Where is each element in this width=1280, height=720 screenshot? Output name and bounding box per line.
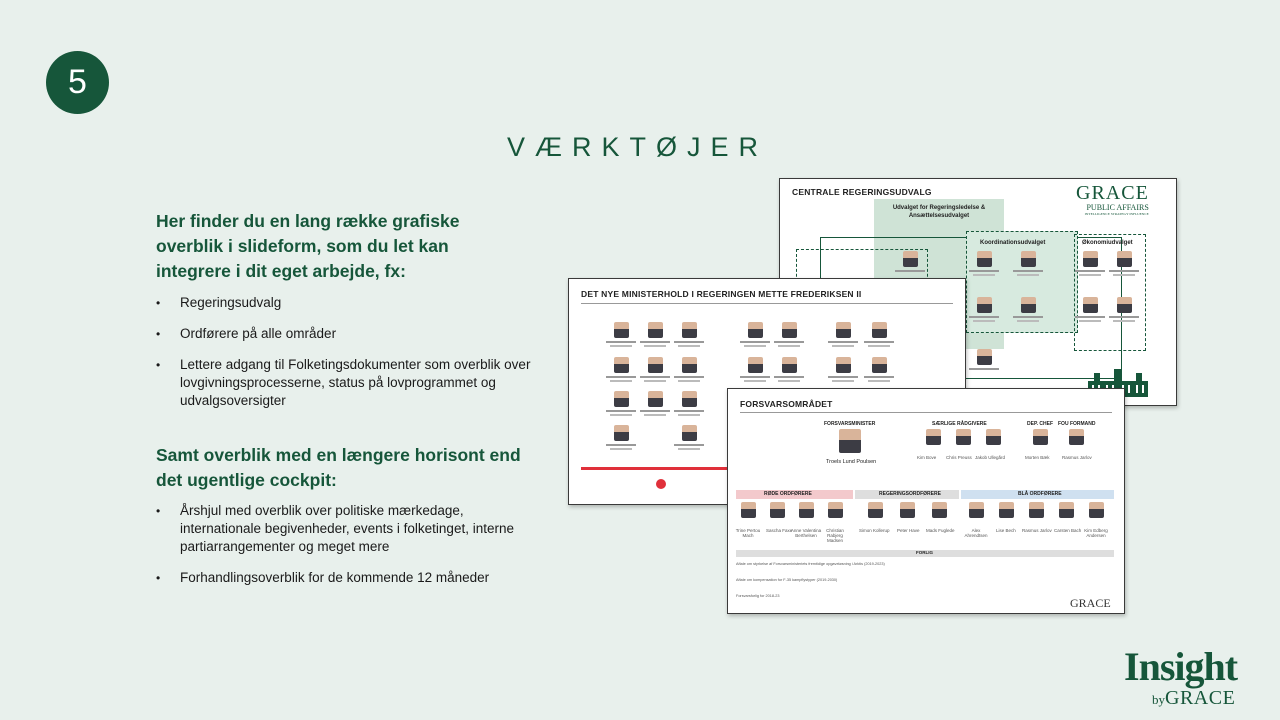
dep-chef-label: DEP. CHEF [1027, 421, 1054, 427]
group-oko-label: Økonomiudvalget [1082, 240, 1133, 246]
person-card [1006, 297, 1050, 322]
person-card [767, 357, 811, 382]
forlig-row: Forsvarsforlig for 2018-23 [736, 594, 780, 598]
dep-chef-name: Morten Bæk [1025, 455, 1050, 460]
grace-logo: GRACE [1070, 596, 1111, 610]
spokesperson-name: Alex Ahrendtsen [964, 528, 988, 538]
minister-name: Troels Lund Poulsen [826, 459, 877, 465]
slide-title: CENTRALE REGERINGSUDVALG [792, 187, 932, 197]
brand-insight: Insight [1124, 644, 1238, 689]
spokesperson-name: Anne Valentina Berthelsen [790, 528, 822, 538]
group-top-label: Udvalget for Regeringsledelse & Ansættelsesudvalget [892, 205, 986, 219]
adviser-photo [971, 429, 1015, 445]
intro-heading: Her finder du en lang række grafiske overblik i slideform, som du let kan integrere i dit eget arbejde, fx: [156, 211, 460, 281]
fou-name: Rasmus Jarlov [1062, 455, 1092, 460]
horizon-list [156, 502, 516, 600]
horizon-heading: Samt overblik med en længere horisont end det ugentlige cockpit: [156, 445, 521, 490]
spokesperson-name: Sascha Faxe [766, 528, 793, 533]
spokesperson-name: Trine Pertou Mach [735, 528, 761, 538]
advisers-label: SÆRLIGE RÅDGIVERE [932, 421, 987, 427]
adviser-name: Jakob Ullegård [975, 455, 1006, 460]
slide-title: DET NYE MINISTERHOLD I REGERINGEN METTE FREDERIKSEN II [581, 289, 862, 299]
slide-title: FORSVARSOMRÅDET [740, 399, 833, 409]
minister-label: FORSVARSMINISTER [824, 421, 876, 427]
spokesperson-name: Lise Bech [996, 528, 1016, 533]
person-card [599, 425, 643, 450]
title-underline [581, 303, 953, 304]
person-card [1006, 251, 1050, 276]
adviser-name: Chris Preuss [946, 455, 972, 460]
fou-label: FOU FORMAND [1058, 421, 1096, 427]
person-card [767, 322, 811, 347]
grace-logo: GRACE PUBLIC AFFAIRS INTELLIGENCE STRATEGY INFLUENCE [1076, 182, 1149, 216]
person-card [1102, 297, 1146, 322]
page-title: VÆRKTØJER [506, 132, 769, 162]
list-item: • Årshjul med overblik over politiske mærkedage, internationale begivenheder, events i folketinget, interne partiarrangementer og meget mere [156, 502, 516, 556]
section-number-badge: 5 [46, 51, 109, 114]
group-koord-label: Koordinationsudvalget [980, 240, 1046, 246]
minister-photo [828, 429, 872, 453]
spokesperson-name: Mads Fuglede [926, 528, 955, 533]
gov-band-label: REGERINGSORDFØRERE [879, 491, 941, 497]
spokesperson-name: Simon Kollerup [859, 528, 890, 533]
slide-thumbnail-forsvarsomraadet [727, 388, 1125, 614]
spokesperson-name: Rasmus Jarlov [1022, 528, 1052, 533]
list-item: • Lettere adgang til Folketingsdokumenter som overblik over lovgivningsprocesserne, status på lovprogrammet og udvalgsoversigter [156, 356, 536, 410]
red-dot-icon [656, 479, 666, 489]
person-card [667, 322, 711, 347]
red-rule [581, 467, 731, 470]
spokesperson-name: Peter Have [897, 528, 920, 533]
spokesperson-name: Christian Rabjerg Madsen [826, 528, 844, 543]
person-card [888, 251, 932, 272]
title-underline [740, 412, 1112, 413]
person-card [962, 349, 1006, 370]
blue-band-label: BLÅ ORDFØRERE [1018, 491, 1062, 497]
forlig-row: Aftale om kompensation for F-35 kampflystyper (2019-2030) [736, 578, 838, 582]
adviser-name: Kim Bove [917, 455, 937, 460]
list-item: • Forhandlingsoverblik for de kommende 12 måneder [156, 569, 516, 587]
list-item: • Ordførere på alle områder [156, 325, 536, 343]
spokesperson-name: Kim Edberg Andersen [1084, 528, 1108, 538]
person-card [857, 322, 901, 347]
insight-by-grace-logo [1124, 644, 1238, 709]
person-card [667, 391, 711, 416]
person-card [857, 357, 901, 382]
forlig-label: FORLIG [916, 550, 933, 555]
fou-photo [1054, 429, 1098, 445]
spokesperson-photo [1074, 502, 1118, 518]
person-card [962, 251, 1006, 276]
spokesperson-photo [813, 502, 857, 518]
person-card [667, 357, 711, 382]
person-card [667, 425, 711, 450]
red-band-label: RØDE ORDFØRERE [764, 491, 812, 497]
spokesperson-name: Carsten Bach [1054, 528, 1082, 533]
list-item: • Regeringsudvalg [156, 294, 536, 312]
forlig-row: Aftale om styrkelse af Forsvarsministeriets fremtidige opgaveløsning i Arktis (2019-2023) [736, 562, 885, 566]
brand-by: byGRACE [1152, 687, 1236, 709]
person-card [1102, 251, 1146, 276]
tool-list [156, 294, 536, 423]
person-card [962, 297, 1006, 322]
